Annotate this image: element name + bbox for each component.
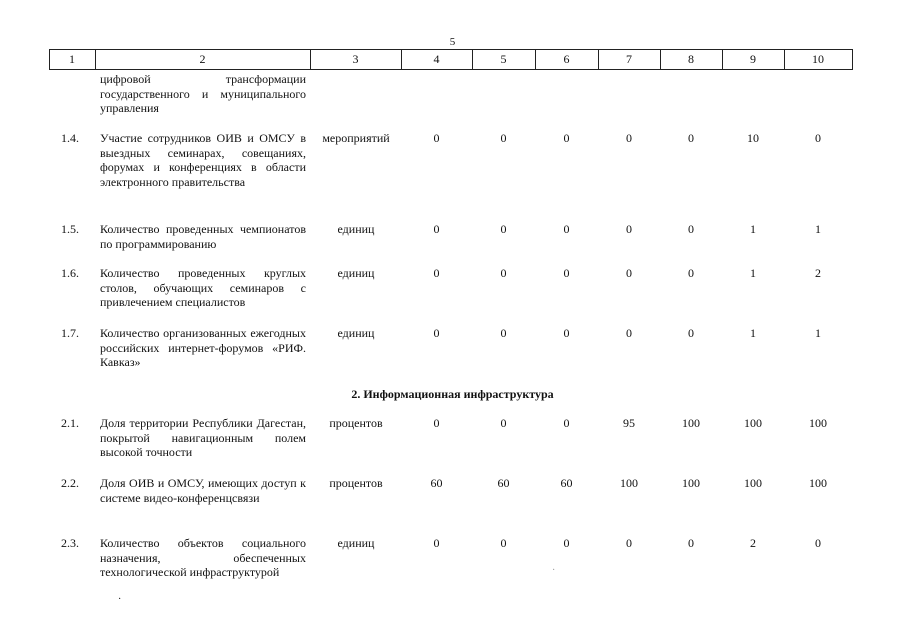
row-value: 60: [430, 476, 443, 490]
row-value: 1: [750, 222, 756, 236]
row-value: 0: [500, 222, 507, 236]
row-value: 0: [563, 266, 570, 280]
header-col-divider: [852, 49, 853, 69]
row-value: 0: [563, 131, 570, 145]
row-number: 2.2.: [61, 476, 79, 490]
row-unit: единиц: [337, 326, 375, 340]
row-value: 0: [433, 536, 440, 550]
row-unit: единиц: [337, 536, 375, 550]
row-value: 0: [688, 131, 694, 145]
row-description: Количество объектов социального назначения, обеспеченных технологической инфраструктурой: [100, 536, 306, 580]
row-value: 0: [500, 131, 507, 145]
scan-speck: ·: [118, 594, 122, 605]
row-value: 100: [744, 476, 762, 490]
row-value: 1: [750, 266, 756, 280]
row-value: 100: [809, 416, 827, 430]
row-unit: процентов: [329, 416, 383, 430]
row-value: 0: [500, 266, 507, 280]
row-value: 0: [500, 326, 507, 340]
row-value: 10: [747, 131, 759, 145]
row-value: 0: [563, 326, 570, 340]
row-description: Количество проведенных чемпионатов по программированию: [100, 222, 306, 251]
row-value: 0: [433, 222, 440, 236]
row-value: 1: [815, 222, 821, 236]
row-value: 2: [815, 266, 821, 280]
row-value: 0: [626, 131, 632, 145]
section-heading: 2. Информационная инфраструктура: [351, 387, 554, 401]
row-description: Участие сотрудников ОИВ и ОМСУ в выездных семинарах, совещаниях, форумах и конференциях в области электронного правительства: [100, 131, 306, 189]
header-col-7: 7: [626, 52, 632, 66]
header-col-9: 9: [750, 52, 756, 66]
row-value: 100: [682, 476, 700, 490]
row-value: 0: [815, 131, 821, 145]
row-value: 0: [433, 326, 440, 340]
header-col-5: 5: [500, 52, 507, 66]
row-number: 1.4.: [61, 131, 79, 145]
row-description: цифровой трансформации государственного и муниципального управления: [100, 72, 306, 116]
row-value: 0: [563, 536, 570, 550]
row-number: 1.7.: [61, 326, 79, 340]
row-value: 0: [626, 536, 632, 550]
row-unit: единиц: [337, 222, 375, 236]
row-unit: единиц: [337, 266, 375, 280]
header-col-4: 4: [433, 52, 440, 66]
row-value: 0: [815, 536, 821, 550]
row-value: 60: [497, 476, 510, 490]
row-number: 2.1.: [61, 416, 79, 430]
row-value: 0: [626, 326, 632, 340]
row-value: 0: [688, 266, 694, 280]
row-unit: процентов: [329, 476, 383, 490]
row-value: 0: [563, 416, 570, 430]
row-description: Доля ОИВ и ОМСУ, имеющих доступ к системе видео-конференцсвязи: [100, 476, 306, 505]
row-value: 100: [744, 416, 762, 430]
row-value: 100: [809, 476, 827, 490]
row-value: 100: [620, 476, 638, 490]
row-value: 0: [500, 416, 507, 430]
header-col-2: 2: [199, 52, 206, 66]
row-value: 100: [682, 416, 700, 430]
row-value: 1: [750, 326, 756, 340]
header-col-1: 1: [69, 52, 75, 66]
row-value: 0: [626, 222, 632, 236]
row-value: 0: [433, 266, 440, 280]
row-value: 0: [433, 416, 440, 430]
row-value: 0: [626, 266, 632, 280]
header-col-8: 8: [688, 52, 694, 66]
scan-speck: ·: [552, 565, 556, 576]
row-description: Количество организованных ежегодных российских интернет-форумов «РИФ. Кавказ»: [100, 326, 306, 370]
row-value: 0: [500, 536, 507, 550]
row-value: 0: [433, 131, 440, 145]
row-description: Доля территории Республики Дагестан, покрытой навигационным полем высокой точности: [100, 416, 306, 460]
row-number: 1.6.: [61, 266, 79, 280]
header-col-6: 6: [563, 52, 570, 66]
page-number: 5: [449, 36, 456, 48]
row-description: Количество проведенных круглых столов, обучающих семинаров с привлечением специалистов: [100, 266, 306, 310]
row-number: 2.3.: [61, 536, 79, 550]
row-value: 95: [623, 416, 635, 430]
header-col-3: 3: [352, 52, 359, 66]
row-value: 2: [750, 536, 756, 550]
header-col-10: 10: [812, 52, 824, 66]
row-number: 1.5.: [61, 222, 79, 236]
row-unit: мероприятий: [322, 131, 390, 145]
header-bottom-rule: [49, 69, 853, 70]
row-value: 60: [560, 476, 573, 490]
row-value: 1: [815, 326, 821, 340]
row-value: 0: [688, 536, 694, 550]
row-value: 0: [563, 222, 570, 236]
row-value: 0: [688, 326, 694, 340]
row-value: 0: [688, 222, 694, 236]
